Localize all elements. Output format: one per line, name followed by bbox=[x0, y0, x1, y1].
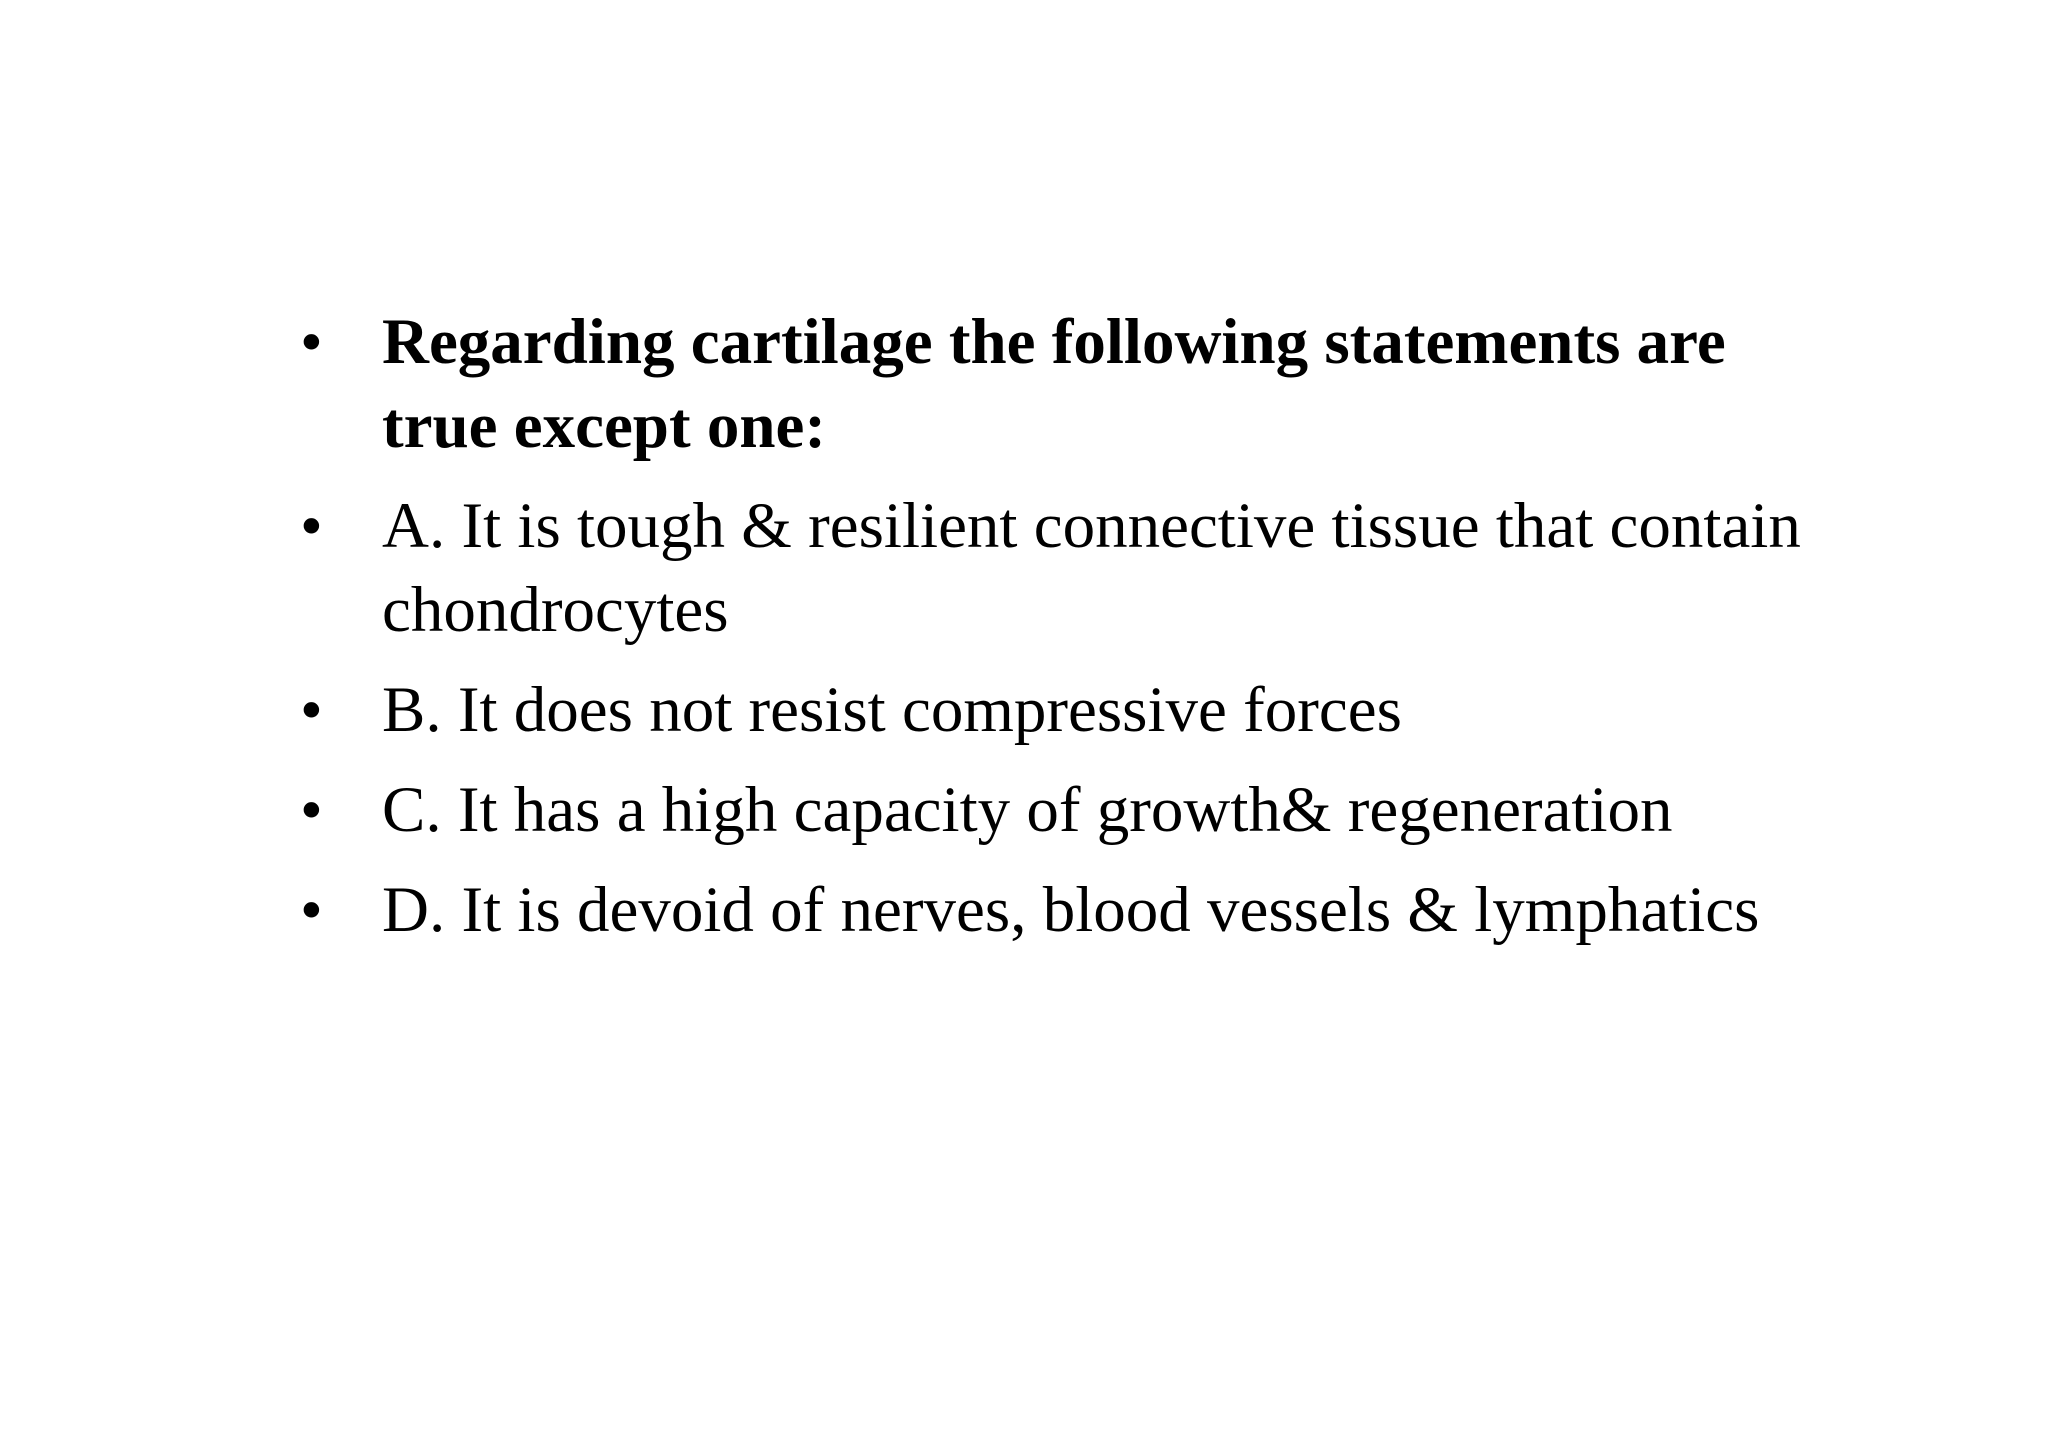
option-d bbox=[300, 868, 1820, 952]
option-c bbox=[300, 768, 1820, 852]
option-a bbox=[300, 484, 1820, 652]
bullet-icon: • bbox=[300, 490, 323, 562]
bullet-icon: • bbox=[300, 306, 323, 378]
option-b bbox=[300, 668, 1820, 752]
option-a-text: A. It is tough & resilient connective tissue that contain chondrocytes bbox=[382, 490, 1801, 646]
option-c-text: C. It has a high capacity of growth& regeneration bbox=[382, 774, 1673, 846]
question-stem-text: Regarding cartilage the following statements are true except one: bbox=[382, 306, 1726, 462]
question-stem bbox=[300, 300, 1820, 468]
question-bullet-list bbox=[300, 300, 1820, 968]
option-b-text: B. It does not resist compressive forces bbox=[382, 674, 1402, 746]
bullet-icon: • bbox=[300, 774, 323, 846]
option-d-text: D. It is devoid of nerves, blood vessels & lymphatics bbox=[382, 874, 1760, 946]
bullet-icon: • bbox=[300, 874, 323, 946]
bullet-icon: • bbox=[300, 674, 323, 746]
